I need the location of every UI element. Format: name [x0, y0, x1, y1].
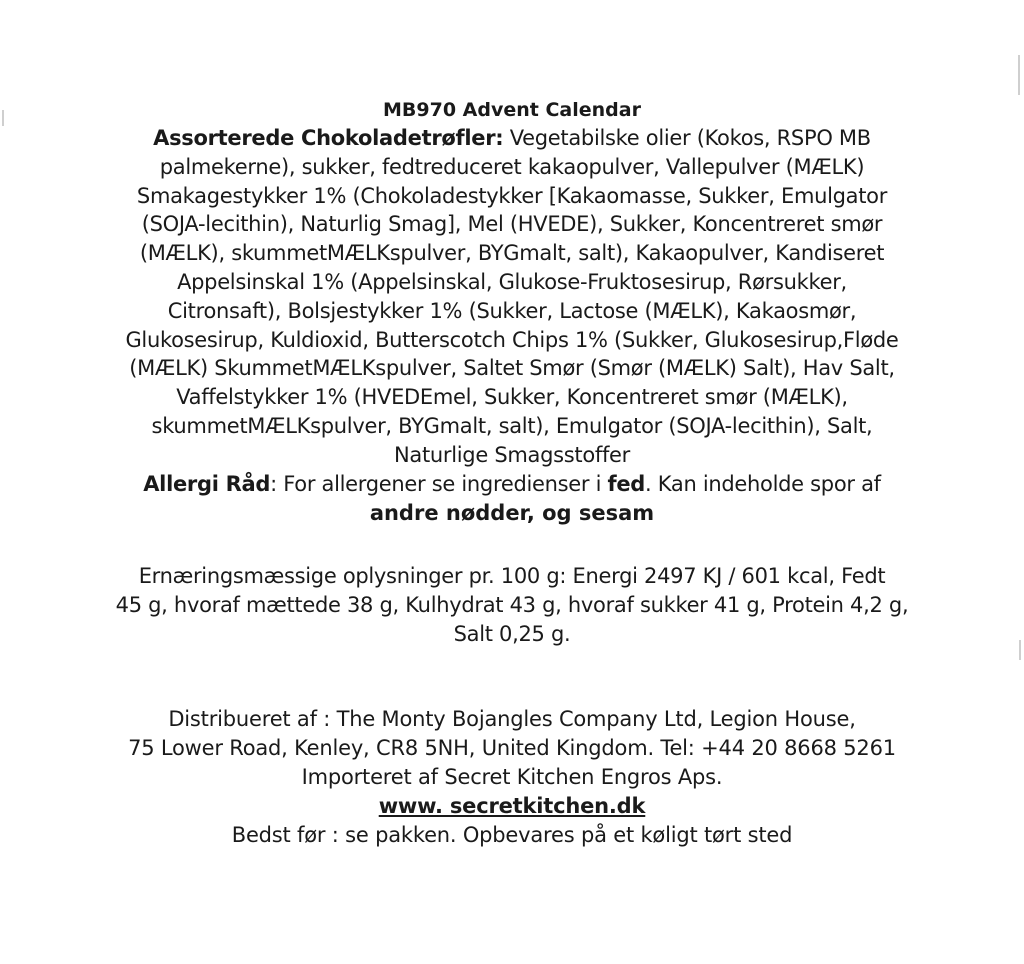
- ingredients-block: [62, 124, 962, 470]
- ingredients-line: (MÆLK) SkummetMÆLKspulver, Saltet Smør (Smør (MÆLK) Salt), Hav Salt,: [129, 356, 895, 381]
- nutrition-line: Salt 0,25 g.: [453, 621, 571, 646]
- ingredients-line: Appelsinskal 1% (Appelsinskal, Glukose-Fruktosesirup, Rørsukker,: [177, 269, 847, 294]
- ingredients-line: Vaffelstykker 1% (HVEDEmel, Sukker, Koncentreret smør (MÆLK),: [176, 385, 848, 410]
- ingredients-line: skummetMÆLKspulver, BYGmalt, salt), Emulgator (SOJA-lecithin), Salt,: [151, 413, 873, 438]
- importer-line: Importeret af Secret Kitchen Engros Aps.: [301, 764, 723, 789]
- product-label: [0, 96, 1024, 850]
- website-link[interactable]: www. secretkitchen.dk: [378, 793, 646, 818]
- ingredients-line: Citronsaft), Bolsjestykker 1% (Sukker, Lactose (MÆLK), Kakaosmør,: [167, 298, 857, 323]
- allergy-heading: Allergi Råd: [143, 471, 271, 496]
- product-title: MB970 Advent Calendar: [383, 99, 641, 121]
- ingredients-line: Smakagestykker 1% (Chokoladestykker [Kakaomasse, Sukker, Emulgator: [136, 183, 888, 208]
- ingredients-line: palmekerne), sukker, fedtreduceret kakaopulver, Vallepulver (MÆLK): [159, 154, 865, 179]
- allergy-bold-word: fed: [607, 471, 646, 496]
- distribution-info: [52, 705, 972, 850]
- ingredients-heading: Assorterede Chokoladetrøfler:: [153, 126, 504, 150]
- best-before-line: Bedst før : se pakken. Opbevares på et køligt tørt sted: [231, 822, 793, 847]
- ingredients-line: Glukosesirup, Kuldioxid, Butterscotch Chips 1% (Sukker, Glukosesirup,Fløde: [125, 327, 899, 352]
- address-line: 75 Lower Road, Kenley, CR8 5NH, United Kingdom. Tel: +44 20 8668 5261: [128, 735, 896, 760]
- edge-mark-right-top: [1018, 55, 1020, 95]
- ingredients-line: (SOJA-lecithin), Naturlig Smag], Mel (HVEDE), Sukker, Koncentreret smør: [141, 212, 883, 237]
- distributor-line: Distribueret af : The Monty Bojangles Company Ltd, Legion House,: [168, 706, 856, 731]
- nutrition-line: 45 g, hvoraf mættede 38 g, Kulhydrat 43 g, hvoraf sukker 41 g, Protein 4,2 g,: [115, 592, 909, 617]
- allergy-advice: Allergi Råd: For allergener se ingredienser i fed. Kan indeholde spor af: [143, 471, 881, 496]
- ingredients-line: Naturlige Smagsstoffer: [393, 442, 631, 467]
- allergy-nuts-line: andre nødder, og sesam: [369, 500, 655, 525]
- ingredients-line: Assorterede Chokoladetrøfler: Vegetabilske olier (Kokos, RSPO MB: [153, 126, 871, 150]
- nutrition-info: [52, 562, 972, 649]
- nutrition-line: Ernæringsmæssige oplysninger pr. 100 g: Energi 2497 KJ / 601 kcal, Fedt: [138, 563, 886, 588]
- ingredients-line: (MÆLK), skummetMÆLKspulver, BYGmalt, salt), Kakaopulver, Kandiseret: [139, 241, 885, 266]
